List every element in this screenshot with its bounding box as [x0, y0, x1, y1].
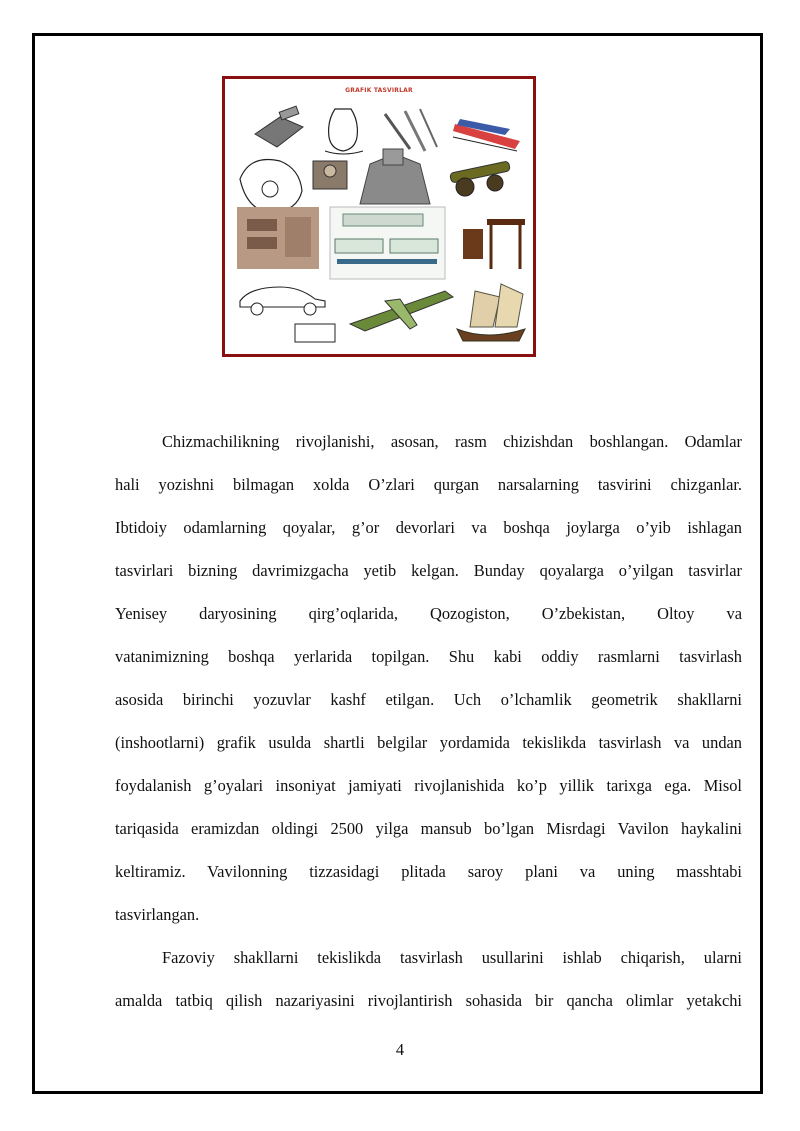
paragraph-line: asosida birinchi yozuvlar kashf etilgan. Uch o’lchamlik geometrik shakllarni	[115, 690, 742, 709]
body-text	[115, 420, 742, 1022]
cannon-illustration	[450, 161, 511, 196]
paragraph-line: vatanimizning boshqa yerlarida topilgan. Shu kabi oddiy rasmlarni tasvirlash	[115, 647, 742, 666]
pliers-illustration	[385, 109, 437, 151]
desk-chair-illustration	[463, 219, 525, 269]
metal-block-illustration	[313, 161, 347, 189]
paragraph-line: Fazoviy shakllarni tekislikda tasvirlash usullarini ishlab chiqarish, ularni	[162, 948, 742, 967]
sailing-ship-illustration	[457, 284, 525, 341]
paragraph-line: Yenisey daryosining qirg’oqlarida, Qozogiston, O’zbekistan, Oltoy va	[115, 604, 742, 623]
ruler-set-illustration	[453, 119, 520, 151]
paragraph-line: (inshootlarni) grafik usulda shartli belgilar yordamida tekislikda tasvirlash va undan	[115, 733, 742, 752]
airplane-illustration	[350, 291, 453, 331]
paragraph-line: foydalanish g’oyalari insoniyat jamiyati rivojlanishida ko’p yillik tarixga ega. Misol	[115, 776, 742, 795]
car-drawing	[240, 287, 335, 342]
paragraph-line: tasvirlangan.	[115, 905, 200, 924]
figure-title: GRAFIK TASVIRLAR	[345, 87, 413, 94]
page-number: 4	[395, 1040, 405, 1059]
paragraph-line: amalda tatbiq qilish nazariyasini rivojlantirish sohasida bir qancha olimlar yetakchi	[115, 991, 742, 1010]
paragraph-line: keltiramiz. Vavilonning tizzasidagi plitada saroy plani va uning masshtabi	[115, 862, 742, 881]
cast-part-illustration	[360, 149, 430, 204]
building-drawing	[330, 207, 445, 279]
paragraph-line: hali yozishni bilmagan xolda O’zlari qurgan narsalarning tasvirini chizganlar.	[115, 475, 742, 494]
mechanical-part-drawing	[240, 159, 302, 213]
figure-collage	[225, 79, 533, 354]
jug-illustration	[325, 109, 363, 154]
stone-building-photo	[237, 207, 319, 269]
paragraph-line: tariqasida eramizdan oldingi 2500 yilga mansub bo’lgan Misrdagi Vavilon haykalini	[115, 819, 742, 838]
figure-grafik-tasvirlar	[222, 76, 536, 357]
paragraph-line: tasvirlari bizning davrimizgacha yetib kelgan. Bunday qoyalarga o’yilgan tasvirlar	[115, 561, 742, 580]
paragraph-line: Ibtidoiy odamlarning qoyalar, g’or devorlari va boshqa joylarga o’yib ishlagan	[115, 518, 742, 537]
drawing-tools-illustration	[255, 106, 303, 147]
paragraph-line: Chizmachilikning rivojlanishi, asosan, rasm chizishdan boshlangan. Odamlar	[162, 432, 742, 451]
